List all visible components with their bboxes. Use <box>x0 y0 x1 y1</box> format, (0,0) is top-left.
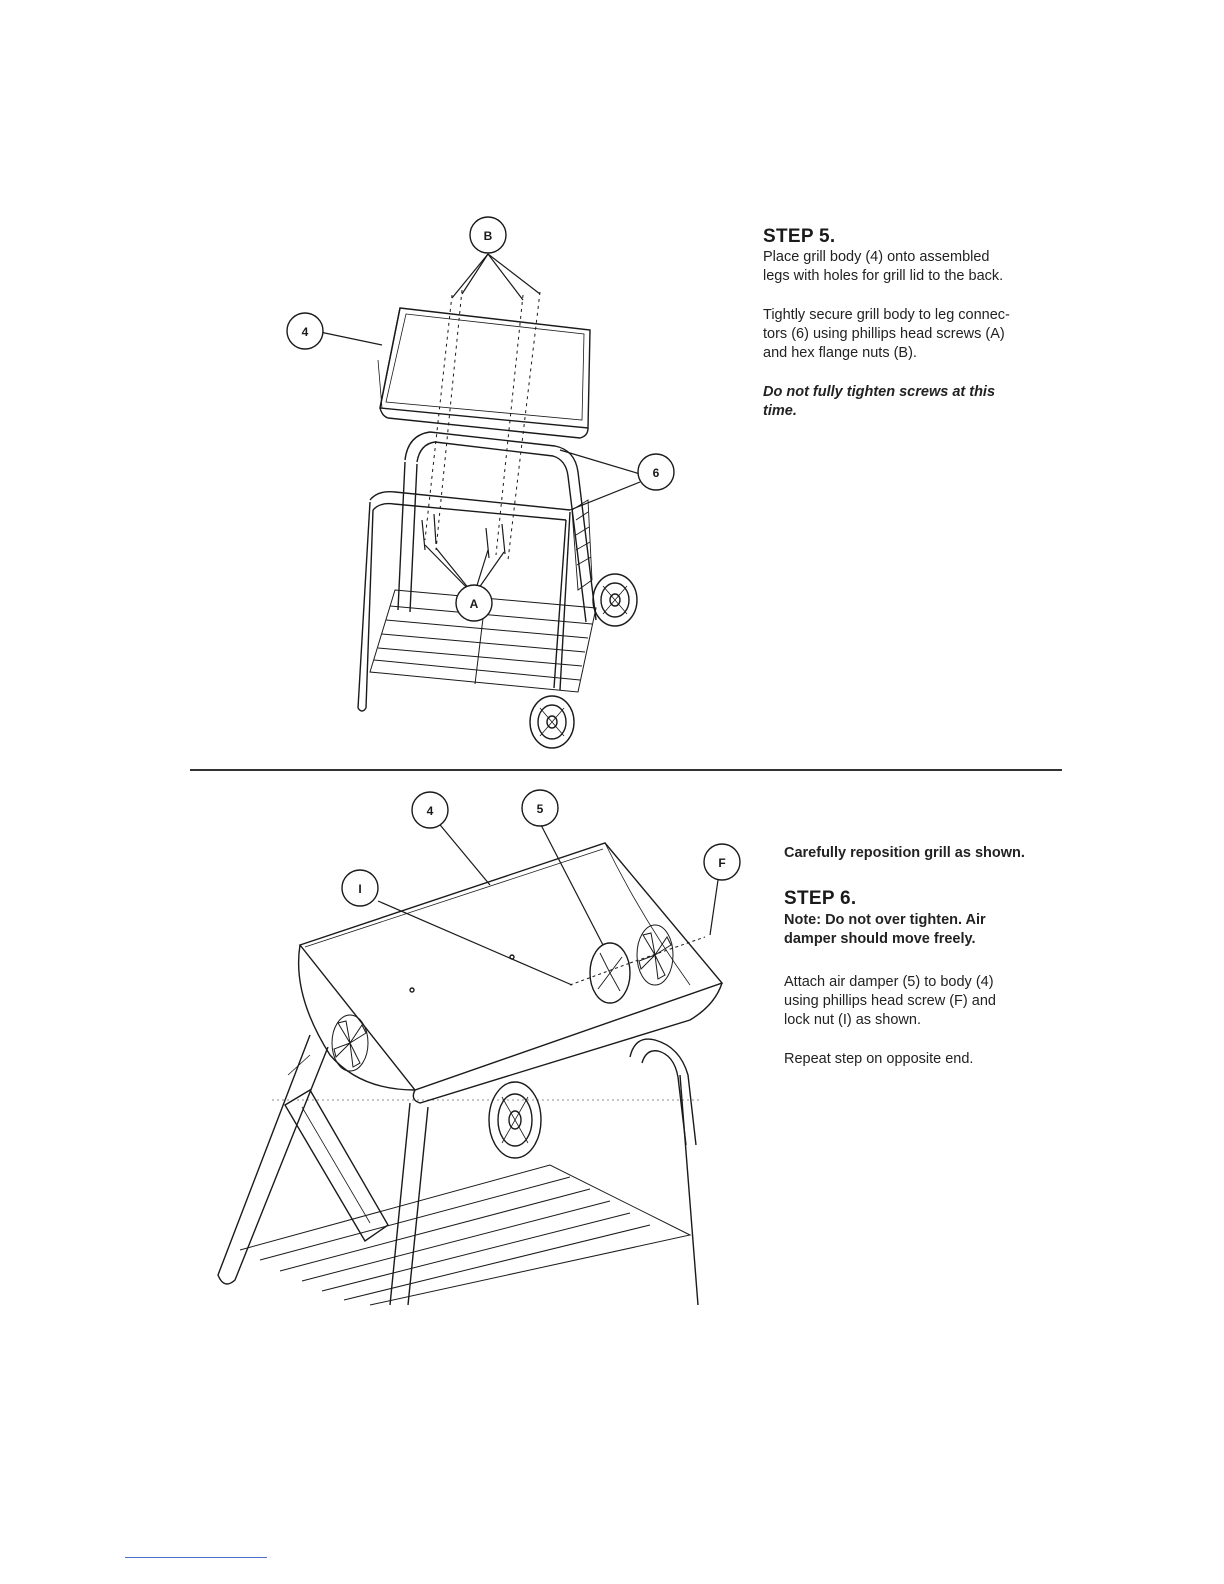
callout-b-leaders <box>452 254 540 300</box>
svg-text:B: B <box>483 229 493 243</box>
callout-f-leader <box>710 880 718 935</box>
callout-4-leader <box>436 820 490 885</box>
step6-note-line1: Note: Do not over tighten. Air <box>784 912 986 928</box>
step5-paragraph-2 <box>763 306 1010 363</box>
end-vent-left <box>332 1015 368 1071</box>
section-divider <box>190 769 1062 771</box>
wheel <box>489 1082 541 1158</box>
end-vent-right <box>637 925 673 985</box>
callout-4 <box>412 792 448 828</box>
reposition-instruction: Carefully reposition grill as shown. <box>784 845 1025 861</box>
step6-p1-line3: lock nut (I) as shown. <box>784 1012 921 1028</box>
svg-text:4: 4 <box>426 804 434 818</box>
callout-4 <box>287 313 323 349</box>
assembly-guide-lines <box>425 290 540 560</box>
callout-5-leader <box>540 823 603 945</box>
svg-text:A: A <box>469 597 479 611</box>
callout-f <box>704 844 740 880</box>
step6-p1-line2: using phillips head screw (F) and <box>784 993 996 1009</box>
step5-p1-line2: legs with holes for grill lid to the back. <box>763 268 1004 284</box>
callout-6-leaders <box>560 450 640 510</box>
callout-a <box>456 585 492 621</box>
screws-a <box>422 514 505 558</box>
grill-body-part-4 <box>378 308 590 438</box>
step5-warning <box>763 383 995 421</box>
step5-paragraph-1 <box>763 248 1003 286</box>
wheel-rear <box>593 574 637 626</box>
lower-shelf <box>240 1165 690 1305</box>
svg-text:6: 6 <box>652 466 660 480</box>
step6-p1-line1: Attach air damper (5) to body (4) <box>784 974 994 990</box>
footer-rule <box>125 1557 267 1558</box>
step6-diagram <box>210 785 750 1310</box>
step6-note-line2: damper should move freely. <box>784 931 976 947</box>
callout-6 <box>638 454 674 490</box>
side-panel <box>572 500 592 590</box>
svg-text:4: 4 <box>301 325 309 339</box>
step5-p1-line1: Place grill body (4) onto assembled <box>763 249 990 265</box>
callout-5 <box>522 790 558 826</box>
svg-text:F: F <box>718 856 726 870</box>
callout-i <box>342 870 378 906</box>
step6-paragraph-2: Repeat step on opposite end. <box>784 1051 974 1067</box>
step5-p2-line2: tors (6) using phillips head screws (A) <box>763 326 1005 342</box>
callout-i-leader <box>378 901 572 985</box>
svg-text:5: 5 <box>536 802 544 816</box>
wheel-front <box>530 696 574 748</box>
step5-title: STEP 5. <box>763 226 836 247</box>
step5-p2-line3: and hex flange nuts (B). <box>763 345 917 361</box>
step5-warning-line1: Do not fully tighten screws at this <box>763 384 996 400</box>
step5-diagram <box>270 210 740 760</box>
step6-note <box>784 911 986 949</box>
callout-4-leader <box>320 332 382 345</box>
air-damper-part-5 <box>590 943 630 1003</box>
step5-warning-line2: time. <box>763 403 797 419</box>
side-handle <box>285 1090 388 1241</box>
step6-title: STEP 6. <box>784 888 857 909</box>
step6-paragraph-1 <box>784 973 996 1030</box>
callout-b <box>470 217 506 253</box>
step5-p2-line1: Tightly secure grill body to leg connec- <box>763 307 1010 323</box>
svg-text:I: I <box>358 882 362 896</box>
